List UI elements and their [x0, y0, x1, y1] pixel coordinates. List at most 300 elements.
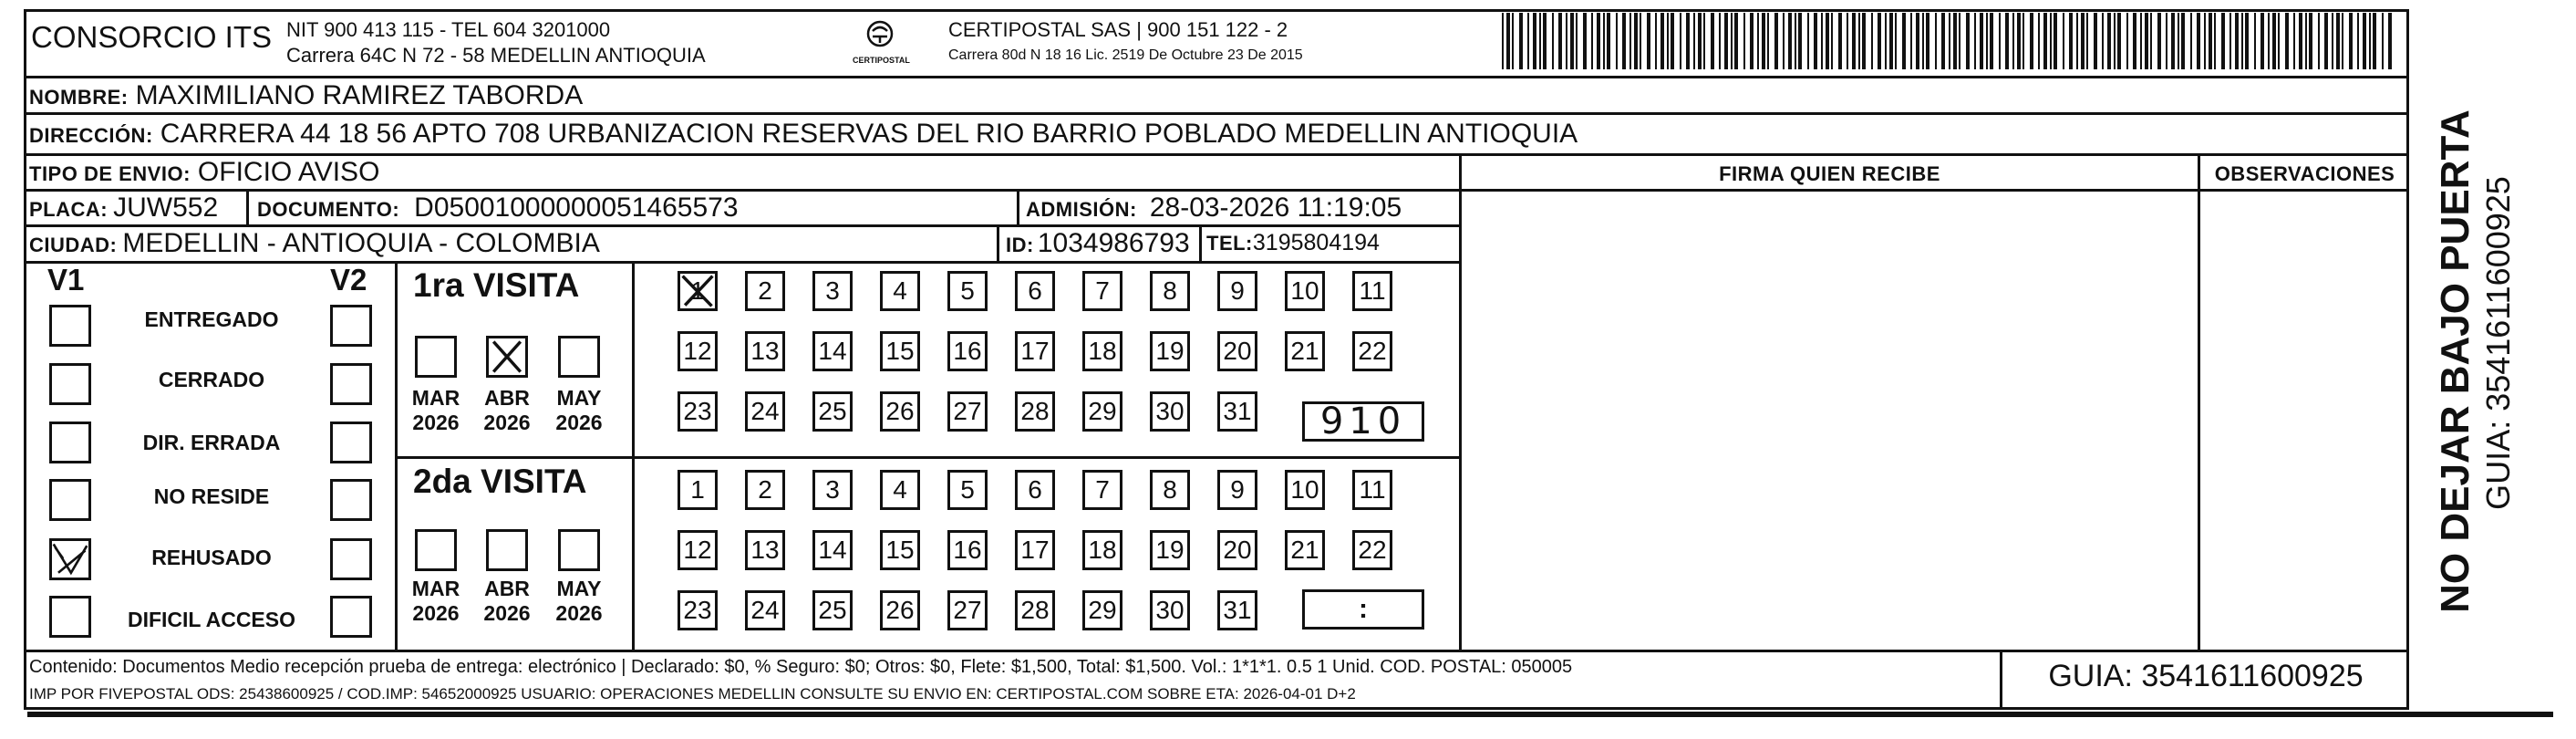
visit1-day-label: 19	[1155, 337, 1185, 365]
visit1-day-label: 24	[750, 397, 780, 425]
id-label: ID:	[1006, 234, 1034, 256]
visit1-time-box[interactable]	[1302, 401, 1424, 442]
observations-header: OBSERVACIONES	[2214, 162, 2395, 185]
barcode-bar	[1935, 13, 1937, 69]
barcode-bar	[2272, 13, 2276, 69]
visit1-day-label: 3	[825, 276, 840, 305]
visit2-day-label: 7	[1095, 475, 1110, 504]
visit2-day-label: 10	[1290, 475, 1319, 504]
visit1-month-abr	[478, 386, 536, 435]
barcode-bar	[1734, 13, 1738, 69]
shipment-type: OFICIO AVISO	[197, 157, 380, 187]
visit1-day-box-30[interactable]	[1150, 391, 1190, 432]
check-mark-icon	[52, 541, 88, 578]
visit2-day-label: 24	[750, 596, 780, 624]
barcode-bar	[1607, 13, 1610, 69]
v2-checkbox-cerrado[interactable]	[330, 363, 372, 405]
barcode-bar	[2204, 13, 2206, 69]
visit1-day-label: 26	[885, 397, 915, 425]
rule-tel-divider	[1199, 224, 1202, 261]
barcode-bar	[2117, 13, 2121, 69]
barcode-bar	[1698, 13, 1702, 69]
id-value: 1034986793	[1037, 228, 1190, 258]
visit2-month-abr-label: ABR	[484, 577, 530, 600]
visit2-day-label: 16	[953, 536, 982, 564]
barcode-bar	[1774, 13, 1778, 69]
barcode-bar	[1762, 13, 1765, 69]
barcode-bar	[1719, 13, 1721, 69]
visit2-day-box-20[interactable]	[1217, 530, 1257, 570]
barcode-bar	[1543, 13, 1547, 69]
rule-observations-left	[2198, 153, 2200, 650]
visit1-day-box-25[interactable]	[812, 391, 853, 432]
visit2-day-label: 20	[1223, 536, 1252, 564]
side-guia: GUIA: 3541611600925	[2479, 176, 2517, 510]
barcode-bar	[2050, 13, 2052, 69]
visit1-day-label: 23	[683, 397, 712, 425]
footer-guia: GUIA: 3541611600925	[2048, 659, 2364, 693]
barcode-bar	[2145, 13, 2148, 69]
visit2-day-box-1[interactable]	[678, 470, 718, 510]
visit1-day-box-12[interactable]	[678, 331, 718, 371]
company-nit: NIT 900 413 115 - TEL 604 3201000	[286, 18, 611, 41]
visit1-day-label: 4	[893, 276, 907, 305]
visit1-day-label: 8	[1163, 276, 1177, 305]
barcode-bar	[1533, 13, 1536, 69]
rule-city	[24, 261, 1462, 264]
barcode-bar	[2063, 13, 2064, 69]
visit1-month-may-year: 2026	[555, 411, 603, 434]
visit2-day-box-25[interactable]	[812, 590, 853, 630]
visit2-day-label: 4	[893, 475, 907, 504]
barcode-bar	[1647, 13, 1650, 69]
visit2-day-box-22[interactable]	[1352, 530, 1392, 570]
visit2-month-mar	[407, 577, 465, 626]
v2-checkbox-dificil-acceso[interactable]	[330, 596, 372, 638]
barcode-bar	[2178, 13, 2179, 69]
visit2-month-abr-checkbox[interactable]	[486, 529, 528, 571]
barcode-bar	[2388, 13, 2392, 69]
visit1-day-box-20[interactable]	[1217, 331, 1257, 371]
barcode-bar	[2197, 13, 2200, 69]
rule-address	[24, 153, 2409, 156]
visit2-day-box-7[interactable]	[1082, 470, 1122, 510]
tel-value: 3195804194	[1252, 230, 1380, 255]
visit2-day-box-21[interactable]	[1285, 530, 1325, 570]
barcode-bar	[1795, 13, 1796, 69]
address-label: DIRECCIÓN:	[29, 124, 153, 147]
barcode-bar	[2260, 13, 2264, 69]
visit1-day-box-23[interactable]	[678, 391, 718, 432]
visit2-day-label: 9	[1230, 475, 1245, 504]
barcode-bar	[2382, 13, 2384, 69]
admission-row	[1026, 193, 1402, 224]
visit1-day-box-14[interactable]	[812, 331, 853, 371]
barcode-bar	[2181, 13, 2185, 69]
barcode-bar	[1616, 13, 1618, 69]
status-rehusado: REHUSADO	[151, 546, 272, 569]
barcode-bar	[1826, 13, 1829, 69]
barcode-bar	[1847, 13, 1848, 69]
v1-checkbox-dir-errada[interactable]	[49, 422, 91, 463]
type-row	[29, 157, 379, 188]
barcode-bar	[1512, 13, 1514, 69]
barcode-bar	[1671, 13, 1674, 69]
barcode-bar	[2221, 13, 2225, 69]
visit2-day-label: 3	[825, 475, 840, 504]
visit1-day-box-11[interactable]	[1352, 271, 1392, 311]
visit2-day-box-24[interactable]	[745, 590, 785, 630]
barcode-bar	[2299, 13, 2302, 69]
visit1-day-box-7[interactable]	[1082, 271, 1122, 311]
visit2-day-label: 11	[1359, 475, 1386, 504]
barcode-bar	[2114, 13, 2116, 69]
visit2-day-label: 28	[1020, 596, 1050, 624]
barcode-bar	[2241, 13, 2243, 69]
visit2-day-label: 21	[1290, 536, 1319, 564]
visit1-day-label: 15	[885, 337, 915, 365]
barcode-bar	[1743, 13, 1745, 69]
visit1-day-box-1[interactable]	[678, 271, 718, 311]
visit1-day-box-17[interactable]	[1015, 331, 1055, 371]
visit1-month-abr-label: ABR	[484, 386, 530, 410]
visit2-day-label: 30	[1155, 596, 1185, 624]
barcode-bar	[1999, 13, 2001, 69]
recipient-name: MAXIMILIANO RAMIREZ TABORDA	[135, 80, 584, 110]
barcode-bar	[1980, 13, 1983, 69]
visit1-month-mar-checkbox[interactable]	[415, 336, 457, 378]
barcode-bar	[2166, 13, 2167, 69]
visit1-day-label: 10	[1290, 276, 1319, 305]
footer-print-info: IMP POR FIVEPOSTAL ODS: 25438600925 / COD.IMP: 54652000925 USUARIO: OPERACIONES MEDELLIN CONSULTE SU ENVIO EN: CERTIPOSTAL.COM SOBRE ETA: 2026-04-01 D+2	[29, 685, 1356, 703]
visit1-day-box-6[interactable]	[1015, 271, 1055, 311]
visit2-day-box-3[interactable]	[812, 470, 853, 510]
visit1-day-label: 20	[1223, 337, 1252, 365]
barcode-bar	[1680, 13, 1681, 69]
visit2-day-box-29[interactable]	[1082, 590, 1122, 630]
visit1-day-box-31[interactable]	[1217, 391, 1257, 432]
visit1-month-mar-year: 2026	[412, 411, 460, 434]
barcode-bar	[2043, 13, 2047, 69]
visit2-day-box-19[interactable]	[1150, 530, 1190, 570]
barcode-bar	[1862, 13, 1866, 69]
visit2-month-may-year: 2026	[555, 601, 603, 625]
visit1-month-abr-year: 2026	[483, 411, 531, 434]
barcode-bar	[2094, 13, 2097, 69]
barcode-bar	[2023, 13, 2024, 69]
barcode-bar	[1798, 13, 1802, 69]
barcode-bar	[2268, 13, 2270, 69]
visit1-day-box-22[interactable]	[1352, 331, 1392, 371]
barcode-bar	[2069, 13, 2073, 69]
barcode-bar	[1527, 13, 1529, 69]
visit2-month-mar-year: 2026	[412, 601, 460, 625]
visit2-day-label: 19	[1155, 536, 1185, 564]
visit2-day-label: 25	[818, 596, 847, 624]
document-label: DOCUMENTO:	[257, 198, 400, 221]
visit2-month-mar-checkbox[interactable]	[415, 529, 457, 571]
visit2-day-box-5[interactable]	[947, 470, 988, 510]
visit2-day-label: 8	[1163, 475, 1177, 504]
v2-checkbox-rehusado[interactable]	[330, 538, 372, 580]
visit1-day-label: 25	[818, 397, 847, 425]
visit1-day-box-8[interactable]	[1150, 271, 1190, 311]
visit2-day-box-13[interactable]	[745, 530, 785, 570]
visit2-day-label: 18	[1088, 536, 1117, 564]
company-address: Carrera 64C N 72 - 58 MEDELLIN ANTIOQUIA	[286, 44, 706, 67]
visit1-day-label: 18	[1088, 337, 1117, 365]
barcode-bar	[1622, 13, 1626, 69]
visit2-day-box-15[interactable]	[880, 530, 920, 570]
visit1-day-label: 28	[1020, 397, 1050, 425]
plate-row	[29, 193, 218, 224]
id-row	[1006, 228, 1190, 259]
visit1-day-label: 2	[758, 276, 772, 305]
rule-status-right	[395, 261, 398, 650]
barcode-bar	[2054, 13, 2057, 69]
visit2-day-box-12[interactable]	[678, 530, 718, 570]
barcode-bar	[1502, 13, 1504, 69]
visit2-day-box-10[interactable]	[1285, 470, 1325, 510]
status-dificil-acceso: DIFICIL ACCESO	[127, 608, 295, 631]
visit1-month-may-label: MAY	[556, 386, 602, 410]
barcode-bar	[2081, 13, 2085, 69]
tel-label: TEL:	[1206, 232, 1253, 255]
visit1-month-mar	[407, 386, 465, 435]
visit2-day-box-30[interactable]	[1150, 590, 1190, 630]
observations-area[interactable]	[2202, 192, 2407, 648]
barcode-bar	[1949, 13, 1950, 69]
visit2-day-box-27[interactable]	[947, 590, 988, 630]
recipient-address: CARRERA 44 18 56 APTO 708 URBANIZACION RESERVAS DEL RIO BARRIO POBLADO MEDELLIN ANTIOQUIA	[160, 119, 1578, 149]
barcode-bar	[2332, 13, 2333, 69]
barcode-bar	[1902, 13, 1906, 69]
barcode-bar	[2373, 13, 2376, 69]
visit1-day-label: 12	[683, 337, 712, 365]
barcode-bar	[1693, 13, 1695, 69]
visit1-day-box-13[interactable]	[745, 331, 785, 371]
visit1-time: 910	[1319, 401, 1407, 442]
visit2-day-label: 23	[683, 596, 712, 624]
visit2-day-box-8[interactable]	[1150, 470, 1190, 510]
barcode-bar	[1552, 13, 1554, 69]
visit1-day-box-16[interactable]	[947, 331, 988, 371]
rule-month-right	[632, 261, 635, 650]
v2-checkbox-entregado[interactable]	[330, 305, 372, 347]
barcode-bar	[2157, 13, 2161, 69]
v1-checkbox-cerrado[interactable]	[49, 363, 91, 405]
v2-checkbox-dir-errada[interactable]	[330, 422, 372, 463]
barcode-bar	[1731, 13, 1733, 69]
footer-content: Contenido: Documentos Medio recepción prueba de entrega: electrónico | Declarado: $0, % Seguro: $0; Otros: $0, Flete: $1,500, Total: $1,500. Vol.: 1*1*1. 0.5 1 Unid. COD. POSTAL: 050005	[29, 657, 1573, 677]
barcode-bar	[1566, 13, 1567, 69]
visit2-month-abr-year: 2026	[483, 601, 531, 625]
visit2-month-may-checkbox[interactable]	[558, 529, 600, 571]
barcode-bar	[1831, 13, 1833, 69]
visit2-day-box-23[interactable]	[678, 590, 718, 630]
visit1-day-box-27[interactable]	[947, 391, 988, 432]
visit1-title: 1ra VISITA	[413, 266, 580, 304]
barcode-bar	[1583, 13, 1587, 69]
barcode-bar	[1916, 13, 1919, 69]
barcode-bar	[2324, 13, 2328, 69]
status-dir-errada: DIR. ERRADA	[142, 431, 281, 454]
city-value: MEDELLIN - ANTIOQUIA - COLOMBIA	[122, 228, 600, 258]
visit1-day-label: 1	[690, 276, 705, 305]
visit1-day-box-10[interactable]	[1285, 271, 1325, 311]
barcode-bar	[1926, 13, 1929, 69]
barcode-bar	[1953, 13, 1957, 69]
visit2-month-may-label: MAY	[556, 577, 602, 600]
barcode-bar	[2107, 13, 2111, 69]
visit2-day-label: 17	[1020, 536, 1050, 564]
visit2-day-box-31[interactable]	[1217, 590, 1257, 630]
visit2-day-box-14[interactable]	[812, 530, 853, 570]
visit1-day-label: 16	[953, 337, 982, 365]
visit1-day-box-3[interactable]	[812, 271, 853, 311]
city-label: CIUDAD:	[29, 234, 118, 256]
visit1-day-label: 27	[953, 397, 982, 425]
visit1-day-label: 29	[1088, 397, 1117, 425]
barcode-bar	[2342, 13, 2343, 69]
visit1-day-box-2[interactable]	[745, 271, 785, 311]
v2-checkbox-no-reside[interactable]	[330, 479, 372, 521]
visit2-day-label: 2	[758, 475, 772, 504]
rule-signature-left	[1459, 153, 1462, 650]
barcode-bar	[2190, 13, 2192, 69]
visit2-day-label: 6	[1028, 475, 1042, 504]
visit1-day-box-28[interactable]	[1015, 391, 1055, 432]
certipostal-logo	[853, 18, 910, 66]
visit1-day-label: 30	[1155, 397, 1185, 425]
visit2-day-box-9[interactable]	[1217, 470, 1257, 510]
barcode-bar	[1703, 13, 1705, 69]
visit2-day-box-26[interactable]	[880, 590, 920, 630]
barcode-bar	[1814, 13, 1817, 69]
signature-area[interactable]	[1464, 192, 2196, 648]
visit1-day-box-29[interactable]	[1082, 391, 1122, 432]
barcode-bar	[1885, 13, 1887, 69]
v2-label: V2	[330, 263, 367, 297]
rule-plate	[24, 224, 1462, 227]
visit1-day-box-18[interactable]	[1082, 331, 1122, 371]
barcode-bar	[1959, 13, 1960, 69]
barcode-bar	[1821, 13, 1823, 69]
visit1-day-label: 5	[960, 276, 975, 305]
barcode-bar	[2030, 13, 2033, 69]
v1-checkbox-dificil-acceso[interactable]	[49, 596, 91, 638]
barcode-bar	[1640, 13, 1641, 69]
visit1-day-box-21[interactable]	[1285, 331, 1325, 371]
barcode-bar	[1629, 13, 1631, 69]
name-label: NOMBRE:	[29, 86, 129, 109]
visit2-day-box-6[interactable]	[1015, 470, 1055, 510]
signature-header: FIRMA QUIEN RECIBE	[1719, 162, 1940, 185]
visit1-day-label: 14	[818, 337, 847, 365]
visit1-day-box-19[interactable]	[1150, 331, 1190, 371]
visit2-time-box[interactable]	[1302, 589, 1424, 630]
visit1-day-box-24[interactable]	[745, 391, 785, 432]
visit1-day-label: 22	[1358, 337, 1387, 365]
barcode-bar	[1895, 13, 1897, 69]
visit1-month-may-checkbox[interactable]	[558, 336, 600, 378]
visit1-day-box-9[interactable]	[1217, 271, 1257, 311]
plate-label: PLACA:	[29, 198, 109, 221]
visit2-day-box-17[interactable]	[1015, 530, 1055, 570]
barcode-bar	[2318, 13, 2320, 69]
visit1-day-box-26[interactable]	[880, 391, 920, 432]
barcode-bar	[2369, 13, 2371, 69]
visit2-title: 2da VISITA	[413, 463, 587, 500]
visit2-day-box-28[interactable]	[1015, 590, 1055, 630]
barcode-bar	[1655, 13, 1657, 69]
v1-checkbox-no-reside[interactable]	[49, 479, 91, 521]
v1-checkbox-entregado[interactable]	[49, 305, 91, 347]
barcode-bar	[2278, 13, 2280, 69]
visit2-day-box-16[interactable]	[947, 530, 988, 570]
courier-name: CERTIPOSTAL SAS | 900 151 122 - 2	[948, 18, 1288, 41]
visit2-day-label: 29	[1088, 596, 1117, 624]
visit2-day-box-11[interactable]	[1352, 470, 1392, 510]
barcode-bar	[1941, 13, 1945, 69]
visit2-day-box-2[interactable]	[745, 470, 785, 510]
barcode-bar	[2017, 13, 2021, 69]
visit2-day-label: 12	[683, 536, 712, 564]
visit1-day-label: 6	[1028, 276, 1042, 305]
visit2-day-label: 1	[690, 475, 705, 504]
visit1-month-abr-checkbox[interactable]	[486, 336, 528, 378]
barcode-bar	[1767, 13, 1769, 69]
address-row	[29, 119, 1578, 150]
barcode-bar	[2038, 13, 2040, 69]
barcode-bar	[1966, 13, 1970, 69]
barcode-bar	[1686, 13, 1690, 69]
visit1-day-box-15[interactable]	[880, 331, 920, 371]
visit2-day-label: 31	[1223, 596, 1252, 624]
barcode-bar	[1871, 13, 1873, 69]
rule-name	[24, 112, 2409, 115]
barcode-bar	[2349, 13, 2353, 69]
barcode-bar	[2357, 13, 2359, 69]
visit1-day-box-5[interactable]	[947, 271, 988, 311]
barcode-bar	[1506, 13, 1510, 69]
rule-id-divider	[997, 224, 999, 261]
name-row	[29, 80, 583, 111]
admission-label: ADMISIÓN:	[1026, 198, 1137, 221]
courier-license: Carrera 80d N 18 16 Lic. 2519 De Octubre 23 De 2015	[948, 47, 1303, 63]
barcode-bar	[1910, 13, 1912, 69]
visit2-day-box-4[interactable]	[880, 470, 920, 510]
barcode-bar	[1539, 13, 1541, 69]
rule-admission-divider	[1017, 189, 1019, 224]
rule-header	[24, 76, 2409, 78]
tel-row	[1206, 230, 1380, 256]
barcode	[1500, 13, 2398, 69]
visit1-day-label: 13	[750, 337, 780, 365]
barcode-bar	[2305, 13, 2307, 69]
status-no-reside: NO RESIDE	[153, 484, 270, 508]
visit1-day-box-4[interactable]	[880, 271, 920, 311]
barcode-bar	[1667, 13, 1669, 69]
visit2-day-label: 15	[885, 536, 915, 564]
v1-checkbox-rehusado[interactable]	[49, 538, 91, 580]
barcode-bar	[2012, 13, 2014, 69]
barcode-bar	[1889, 13, 1893, 69]
barcode-bar	[1974, 13, 1976, 69]
barcode-bar	[2209, 13, 2212, 69]
barcode-bar	[2235, 13, 2239, 69]
visit2-day-box-18[interactable]	[1082, 530, 1122, 570]
